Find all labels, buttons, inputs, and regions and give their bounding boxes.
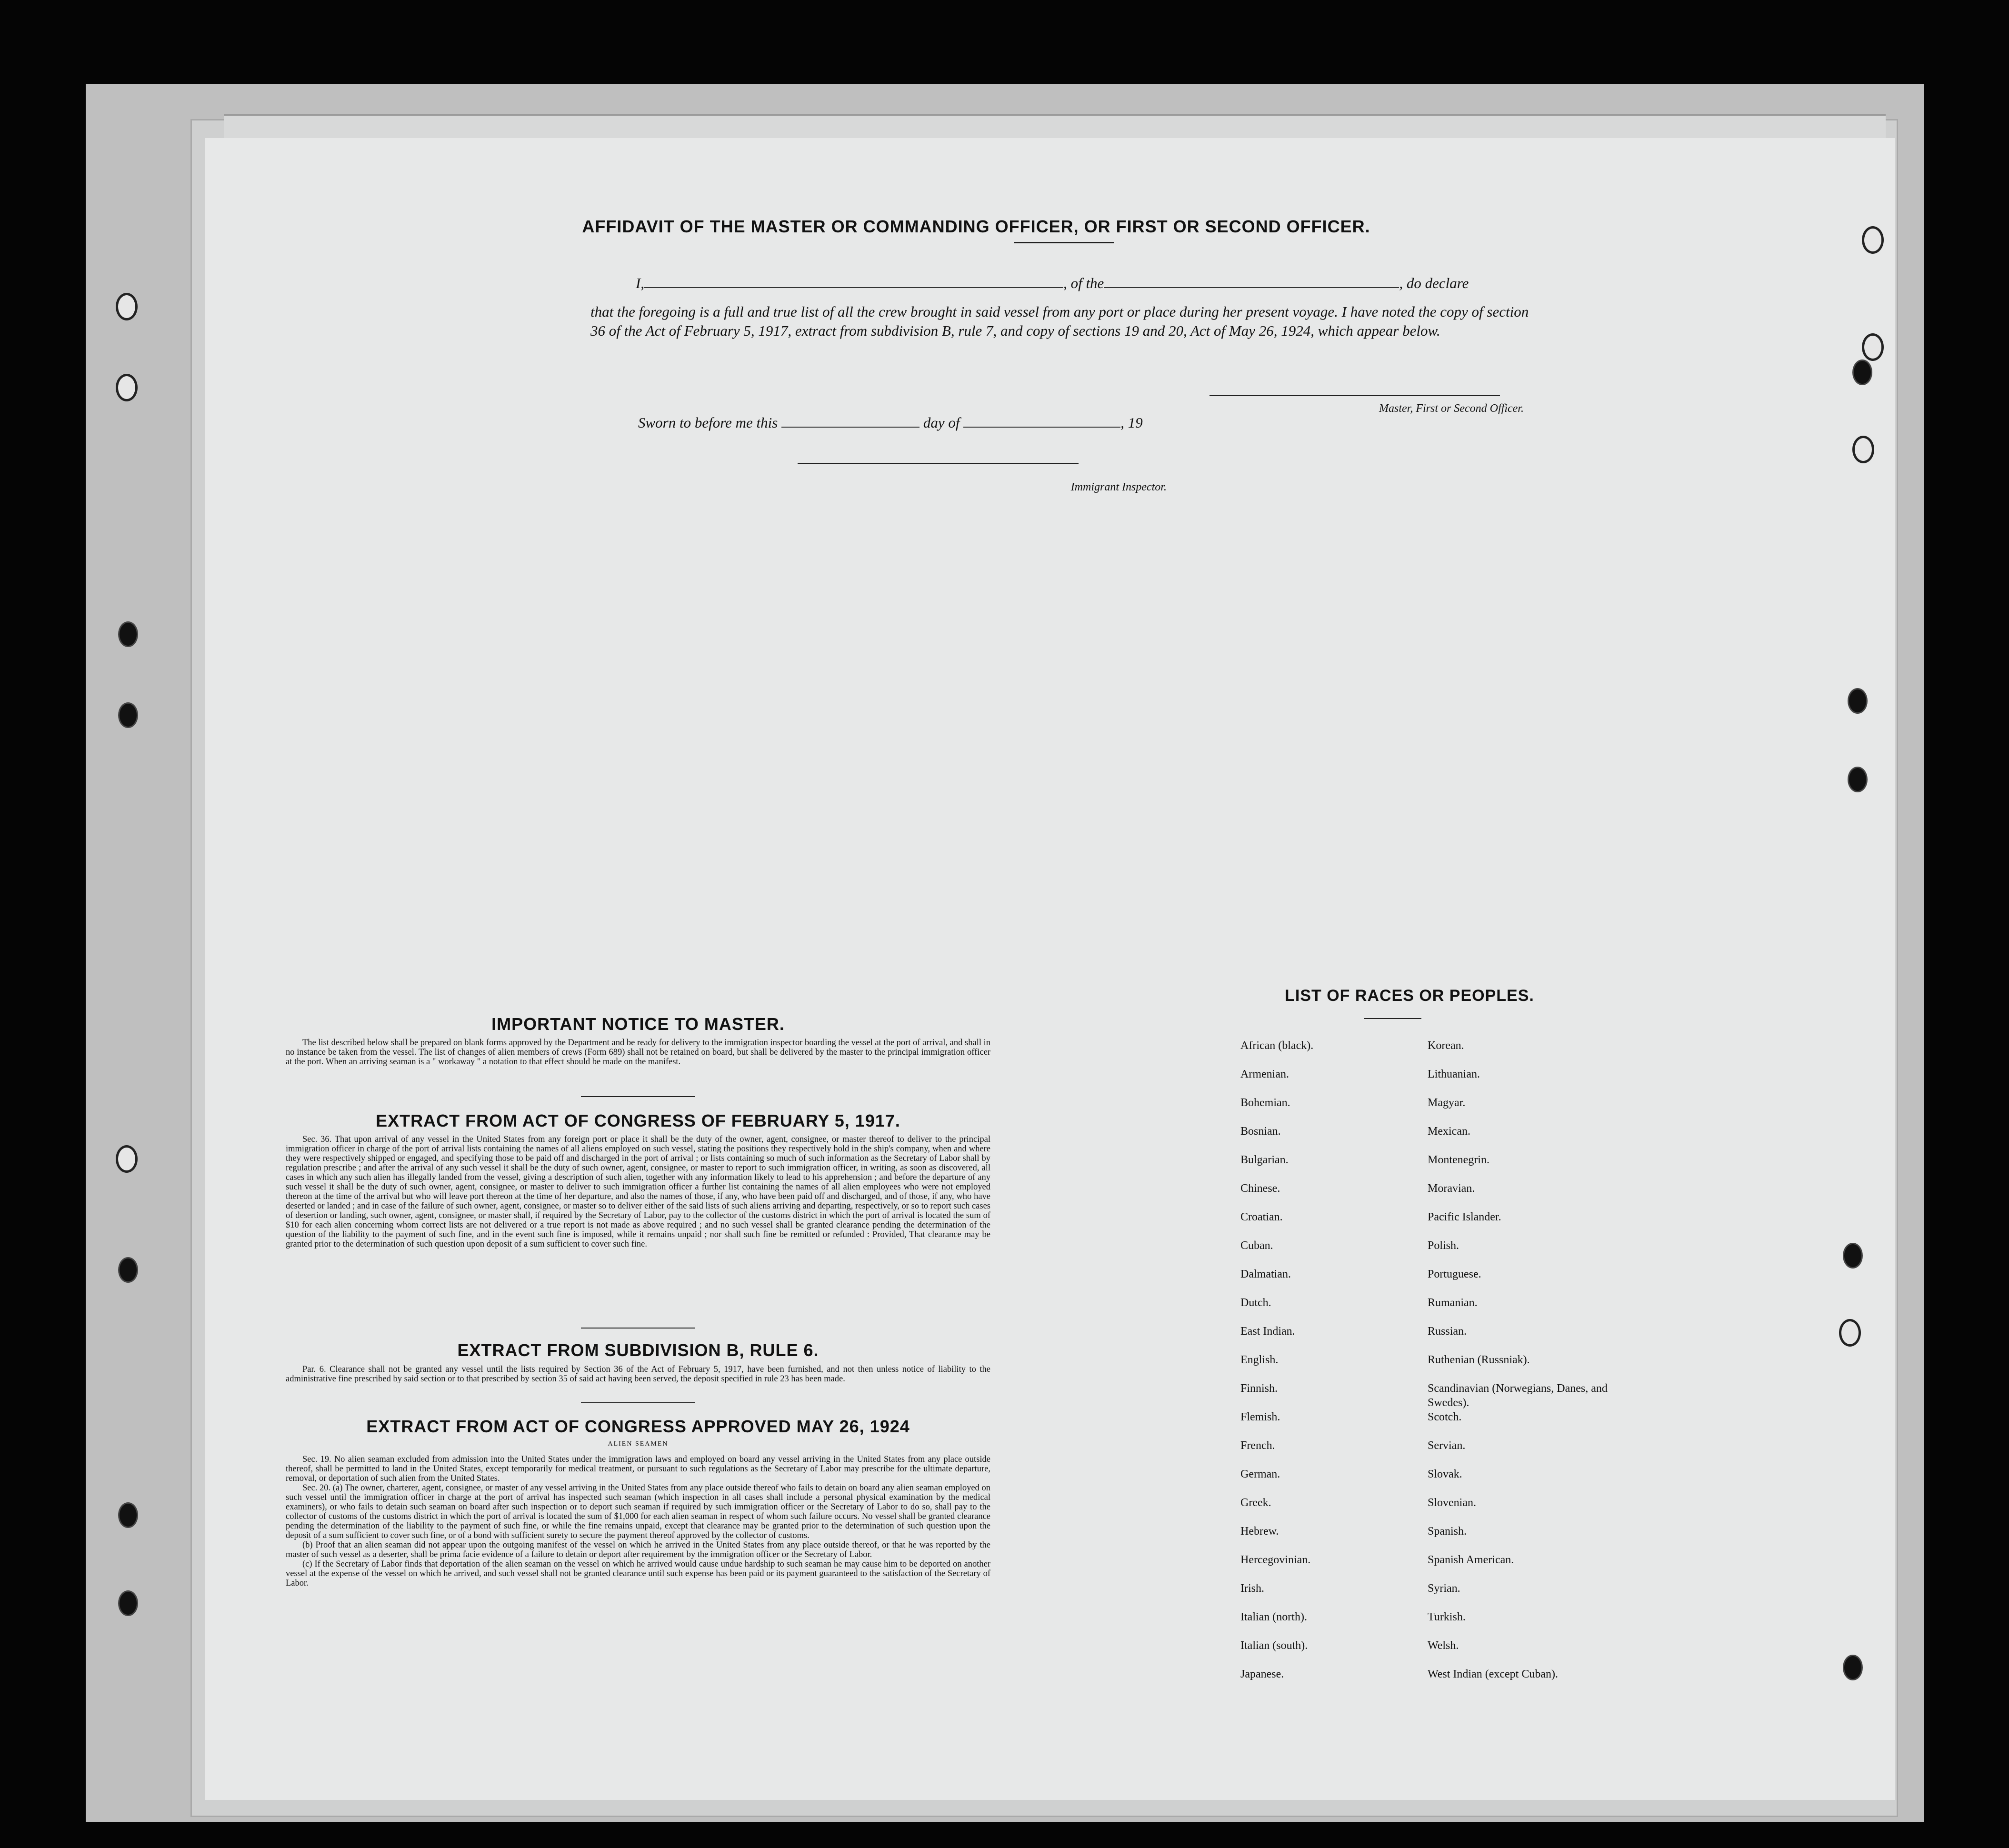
master-label: Master, First or Second Officer. [1379,402,1524,415]
binder-hole-icon [1848,767,1868,792]
notice-title: IMPORTANT NOTICE TO MASTER. [491,1014,785,1034]
race-item: Portuguese. [1428,1268,1481,1280]
sec-20a-paragraph: Sec. 20. (a) The owner, charterer, agent, consignee, or master of any vessel arriving in the United States from any place outside thereof who fails to detain on board any alien seaman employed on such vessel until the immigration officer in charge at the port of arrival has inspected such seaman (which inspection in all cases shall include a personal physical examination by the medical examiners), or who fails to detain such seaman on board after such inspection or to deport such seaman if required by such immigration officer or the Secretary of Labor to do so, shall pay to the collector of customs of the customs district in which the port of arrival is located the sum of $1,000 for each alien seaman in respect of whom such failure occurs. No vessel shall be granted clearance pending the determination of the liability to the payment of such fine, or while the fine remains unpaid, except that clearance may be granted prior to the determination of such question upon the deposit of a sum sufficient to cover such fine, or of a bond with sufficient surety to secure the payment thereof approved by the collector of customs. [286,1483,990,1540]
sworn-line [638,413,1143,432]
race-item: Cuban. [1240,1239,1273,1252]
race-item: East Indian. [1240,1325,1295,1338]
sec-19-paragraph: Sec. 19. No alien seaman excluded from admission into the United States under the immigration laws and employed on board any vessel arriving in the United States from any place outside thereof, shall be permitted to land in the United States, except temporarily for medical treatment, or pursuant to such regulations as the Secretary of Labor may prescribe for the ultimate departure, removal, or deportation of such alien from the United States. [286,1455,990,1483]
day-of-label: day of [923,414,960,431]
race-item: West Indian (except Cuban). [1428,1668,1558,1680]
race-item: Flemish. [1240,1411,1280,1423]
race-item: Bulgarian. [1240,1154,1289,1166]
race-item: Ruthenian (Russniak). [1428,1354,1530,1366]
race-item: Hercegovinian. [1240,1554,1311,1566]
race-item: Moravian. [1428,1182,1475,1195]
sec-20b-paragraph: (b) Proof that an alien seaman did not appear upon the outgoing manifest of the vessel on which he arrived in the United States from any place outside thereof, or that he was reported by the master of such vessel as a deserter, shall be prima facie evidence of a failure to detain or deport after requirement by the immigration officer or the Secretary of Labor. [286,1540,990,1559]
race-item: Hebrew. [1240,1525,1279,1538]
binder-hole-icon [1862,226,1884,254]
sworn-label: Sworn to before me this [638,414,778,431]
sec-20c-paragraph: (c) If the Secretary of Labor finds that deportation of the alien seaman on the vessel on which he arrived would cause undue hardship to such seaman he may cause him to be deported on another vessel at the expense of the vessel on which he arrived, and such vessel shall not be granted clearance until such expense has been paid or its payment guaranteed to the satisfaction of the Secretary of Labor. [286,1559,990,1588]
race-item: Mexican. [1428,1125,1470,1138]
of-the-label: , of the [1063,275,1104,291]
race-item: Italian (south). [1240,1639,1308,1652]
race-item: Irish. [1240,1582,1264,1595]
par-6-paragraph: Par. 6. Clearance shall not be granted any vessel until the lists required by Section 36 of the Act of February 5, 1917, have been furnished, and not then unless notice of liability to the administrative fine prescribed by said section or to that prescribed by section 35 of said act having been served, the deposit specified in rule 23 has been made. [286,1365,990,1384]
race-item: Armenian. [1240,1068,1289,1080]
sec-36-paragraph: Sec. 36. That upon arrival of any vessel in the United States from any foreign port or place it shall be the duty of the owner, agent, consignee, or master thereof to deliver to the principal immigration officer in charge of the port of arrival lists containing the names of all aliens employed on such vessel, stating the positions they respectively hold in the ship's company, when and where they were respectively shipped or engaged, and specifying those to be paid off and discharged in the port of arrival ; or lists containing so much of such information as the Secretary of Labor shall by regulation prescribe ; and after the arrival of any such vessel it shall be the duty of such owner, agent, consignee, or master to report to such immigration officer, in writing, as soon as discovered, all cases in which any such alien has illegally landed from the vessel, giving a description of such alien, together with any information likely to lead to his apprehension ; and before the departure of any such vessel it shall be the duty of such owner, agent, consignee, or master to deliver to such immigration officer a further list containing the names of all alien employees who were not employed thereon at the time of the arrival but who will leave port thereon at the time of her departure, and also the names of those, if any, who have been paid off and discharged, and of those, if any, who have deserted or landed ; and in case of the failure of such owner, agent, consignee, or master so to deliver either of the said lists of such aliens arriving and departing, respectively, or so to report such cases of desertion or landing, such owner, agent, consignee, or master shall, if required by the Secretary of Labor, pay to the collector of the customs district in which the port of arrival is located the sum of $10 for each alien concerning whom correct lists are not delivered or a true report is not made as above required ; and no such vessel shall be granted clearance pending the determination of the question of the liability to the payment of such fine, and in the event such fine is imposed, while it remains unpaid ; nor shall such fine be remitted or refunded : Provided, That clearance may be granted prior to the determination of such question upon deposit of a sum sufficient to cover such fine. [286,1135,990,1249]
race-item: Montenegrin. [1428,1154,1489,1166]
binder-hole-icon [118,621,138,647]
binder-hole-icon [1862,333,1884,361]
binder-hole-icon [116,293,138,320]
binder-hole-icon [118,1502,138,1528]
binder-hole-icon [1852,360,1872,385]
race-item: African (black). [1240,1039,1314,1052]
section-divider [581,1096,695,1097]
race-item: Spanish. [1428,1525,1467,1538]
race-item: Syrian. [1428,1582,1460,1595]
race-item: Korean. [1428,1039,1464,1052]
race-item: Pacific Islander. [1428,1211,1501,1223]
sworn-day-blank [781,414,920,428]
affidavit-body: that the foregoing is a full and true list of all the crew brought in said vessel from any port or place during her present voyage. I have noted the copy of section 36 of the Act of February 5, 1917, extract from subdivision B, rule 7, and copy of sections 19 and 20, Act of May 26, 1924, which appear below. [590,303,1529,339]
race-item: Dalmatian. [1240,1268,1291,1280]
inspector-signature-line [798,463,1079,464]
rule-6-text [286,1365,990,1384]
binder-hole-icon [118,1590,138,1616]
sworn-month-blank [963,414,1120,428]
year-label: , 19 [1120,414,1143,431]
section-divider [581,1402,695,1403]
act-1917-title: EXTRACT FROM ACT OF CONGRESS OF FEBRUARY 5, 1917. [376,1111,900,1130]
act-1917-text [286,1135,990,1249]
race-item: Rumanian. [1428,1297,1478,1309]
race-item: Japanese. [1240,1668,1284,1680]
race-item: Scandinavian (Norwegians, Danes, and Swedes). [1428,1382,1608,1409]
affidavit-title: AFFIDAVIT OF THE MASTER OR COMMANDING OFFICER, OR FIRST OR SECOND OFFICER. [582,217,1370,236]
race-item: Greek. [1240,1497,1271,1509]
name-blank [644,275,1063,288]
race-item: Finnish. [1240,1382,1278,1395]
race-item: Scotch. [1428,1411,1462,1423]
race-item: English. [1240,1354,1279,1366]
races-title: LIST OF RACES OR PEOPLES. [1285,987,1534,1005]
vessel-blank [1104,275,1399,288]
pronoun-label: I, [636,275,645,291]
alien-seamen-subtitle: ALIEN SEAMEN [608,1440,669,1448]
binder-hole-icon [1852,436,1874,463]
race-item: German. [1240,1468,1280,1480]
notice-text [286,1038,990,1067]
race-item: Welsh. [1428,1639,1459,1652]
race-item: Turkish. [1428,1611,1466,1623]
race-item: Slovak. [1428,1468,1462,1480]
races-left-column [1240,1039,1421,1696]
binder-hole-icon [1843,1243,1863,1269]
section-divider [581,1328,695,1329]
rule-6-title: EXTRACT FROM SUBDIVISION B, RULE 6. [457,1340,819,1360]
notice-paragraph: The list described below shall be prepared on blank forms approved by the Department and be ready for delivery to the immigration inspector boarding the vessel at the port of arrival, and shall in no instance be taken from the vessel. The list of changes of alien members of crews (Form 689) shall not be retained on board, but shall be delivered by the master to the principal immigration officer at the port. When an arriving seaman is a " workaway " a notation to that effect should be made on the manifest. [286,1038,990,1067]
affidavit-declaration-line [636,274,1540,293]
race-item: French. [1240,1439,1275,1452]
race-item: Spanish American. [1428,1554,1514,1566]
title-divider [1014,242,1114,243]
inspector-label: Immigrant Inspector. [1070,481,1167,493]
race-item: Italian (north). [1240,1611,1307,1623]
races-divider [1364,1018,1421,1019]
race-item: Dutch. [1240,1297,1271,1309]
race-item: Chinese. [1240,1182,1280,1195]
binder-hole-icon [116,374,138,401]
binder-hole-icon [1843,1655,1863,1680]
race-item: Bosnian. [1240,1125,1281,1138]
act-1924-text [286,1455,990,1588]
binder-hole-icon [116,1145,138,1173]
race-item: Magyar. [1428,1097,1466,1109]
race-item: Croatian. [1240,1211,1283,1223]
binder-hole-icon [1848,688,1868,714]
race-item: Bohemian. [1240,1097,1290,1109]
binder-hole-icon [1839,1319,1861,1347]
race-item: Servian. [1428,1439,1466,1452]
race-item: Polish. [1428,1239,1459,1252]
binder-hole-icon [118,1257,138,1283]
master-signature-line [1209,395,1500,396]
race-item: Lithuanian. [1428,1068,1480,1080]
races-right-column [1428,1039,1613,1696]
race-item: Slovenian. [1428,1497,1476,1509]
do-declare-label: , do declare [1399,275,1469,291]
binder-hole-icon [118,702,138,728]
race-item: Russian. [1428,1325,1467,1338]
act-1924-title: EXTRACT FROM ACT OF CONGRESS APPROVED MAY 26, 1924 [366,1417,910,1436]
